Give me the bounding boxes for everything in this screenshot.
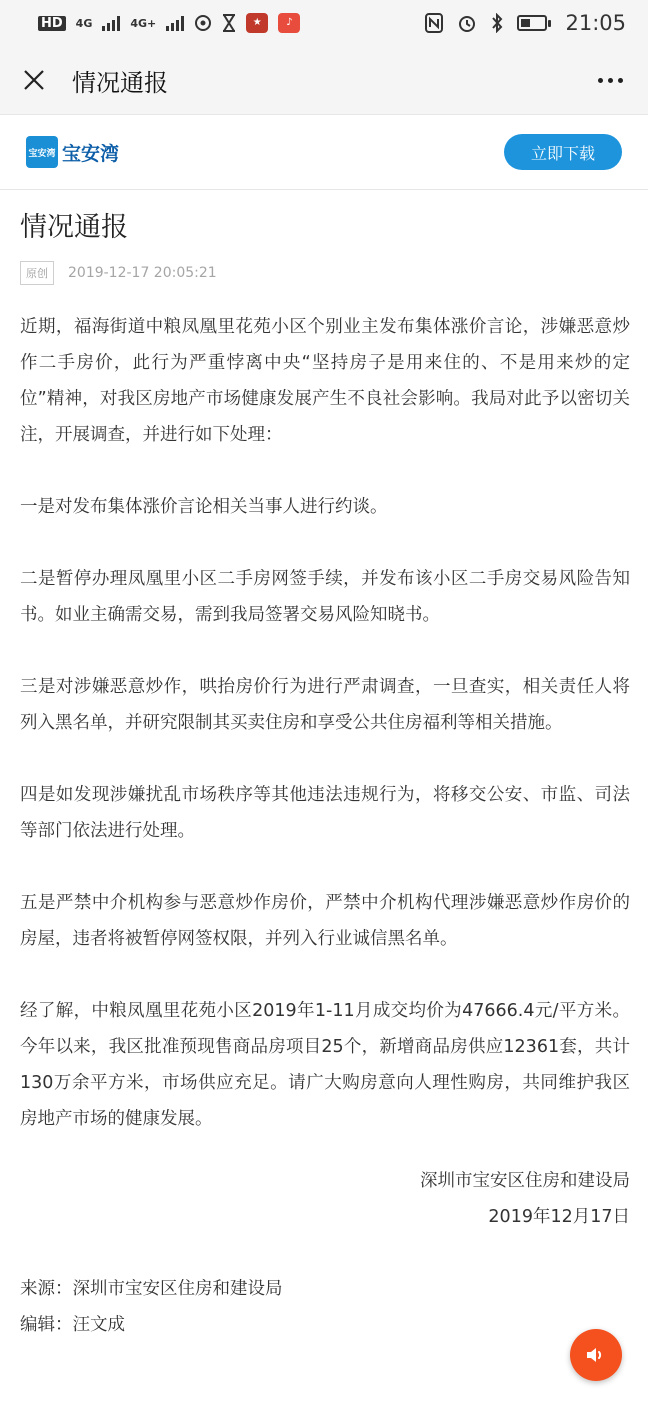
publish-datetime: 2019-12-17 20:05:21 xyxy=(68,265,217,281)
editor-line: 编辑：汪文成 xyxy=(20,1315,125,1335)
source-line: 来源：深圳市宝安区住房和建设局 xyxy=(20,1279,283,1299)
more-button[interactable] xyxy=(590,64,630,96)
paragraph: 二是暂停办理凤凰里小区二手房网签手续，并发布该小区二手房交易风险告知书。如业主确需交易，需到我局签署交易风险知晓书。 xyxy=(20,569,630,625)
nav-bar xyxy=(0,46,648,114)
paragraph: 经了解，中粮凤凰里花苑小区2019年1-11月成交均价为47666.4元/平方米。今年以来，我区批准预现售商品房项目25个，新增商品房供应12361套，共计130万余平方米，市场供应充足。请广大购房意向人理性购房，共同维护我区房地产市场的健康发展。 xyxy=(20,1001,630,1129)
paragraph: 五是严禁中介机构参与恶意炒作房价，严禁中介机构代理涉嫌恶意炒作房价的房屋，违者将被暂停网签权限，并列入行业诚信黑名单。 xyxy=(20,893,630,949)
speaker-icon xyxy=(584,1343,608,1367)
more-icon xyxy=(598,78,603,83)
article-title: 情况通报 xyxy=(20,212,128,243)
audio-play-button[interactable] xyxy=(570,1329,622,1381)
nav-title: 情况通报 xyxy=(72,68,168,97)
battery-icon xyxy=(517,15,551,31)
music-app-icon: ♪ xyxy=(278,13,300,33)
download-button[interactable]: 立即下载 xyxy=(504,134,622,170)
bluetooth-icon xyxy=(491,13,503,33)
status-left xyxy=(38,13,300,33)
paragraph: 一是对发布集体涨价言论相关当事人进行约谈。 xyxy=(20,497,388,517)
signature-org: 深圳市宝安区住房和建设局 xyxy=(420,1171,630,1191)
article xyxy=(20,190,630,1343)
nfc-icon xyxy=(425,13,443,33)
signal-icon-2 xyxy=(166,15,184,31)
network-label-2: 4G+ xyxy=(130,16,157,30)
netease-music-icon xyxy=(194,14,212,32)
hourglass-icon xyxy=(222,14,236,32)
status-time: 21:05 xyxy=(565,11,626,35)
close-icon xyxy=(23,69,45,91)
article-meta xyxy=(20,261,630,285)
alarm-icon xyxy=(457,13,477,33)
status-bar xyxy=(0,0,648,46)
app-notification-icon: ★ xyxy=(246,13,268,33)
app-logo: 宝安湾 xyxy=(26,136,58,168)
network-label-1: 4G xyxy=(75,16,93,30)
signal-icon xyxy=(102,15,120,31)
paragraph: 四是如发现涉嫌扰乱市场秩序等其他违法违规行为，将移交公安、市监、司法等部门依法进行处理。 xyxy=(20,785,630,841)
signature-date: 2019年12月17日 xyxy=(488,1207,630,1227)
paragraph: 近期，福海街道中粮凤凰里花苑小区个别业主发布集体涨价言论，涉嫌恶意炒作二手房价，此行为严重悖离中央“坚持房子是用来住的、不是用来炒的定位”精神，对我区房地产市场健康发展产生不良社会影响。我局对此予以密切关注，开展调查，并进行如下处理： xyxy=(20,317,630,445)
signature xyxy=(20,1163,630,1235)
app-name: 宝安湾 xyxy=(62,142,120,165)
paragraph: 三是对涉嫌恶意炒作，哄抬房价行为进行严肃调查，一旦查实，相关责任人将列入黑名单，并研究限制其买卖住房和享受公共住房福利等相关措施。 xyxy=(20,677,630,733)
original-tag: 原创 xyxy=(20,261,54,285)
status-right xyxy=(425,11,626,35)
article-body xyxy=(20,309,630,1343)
app-banner xyxy=(0,114,648,190)
close-button[interactable] xyxy=(18,64,50,96)
hd-badge: HD xyxy=(38,16,66,31)
